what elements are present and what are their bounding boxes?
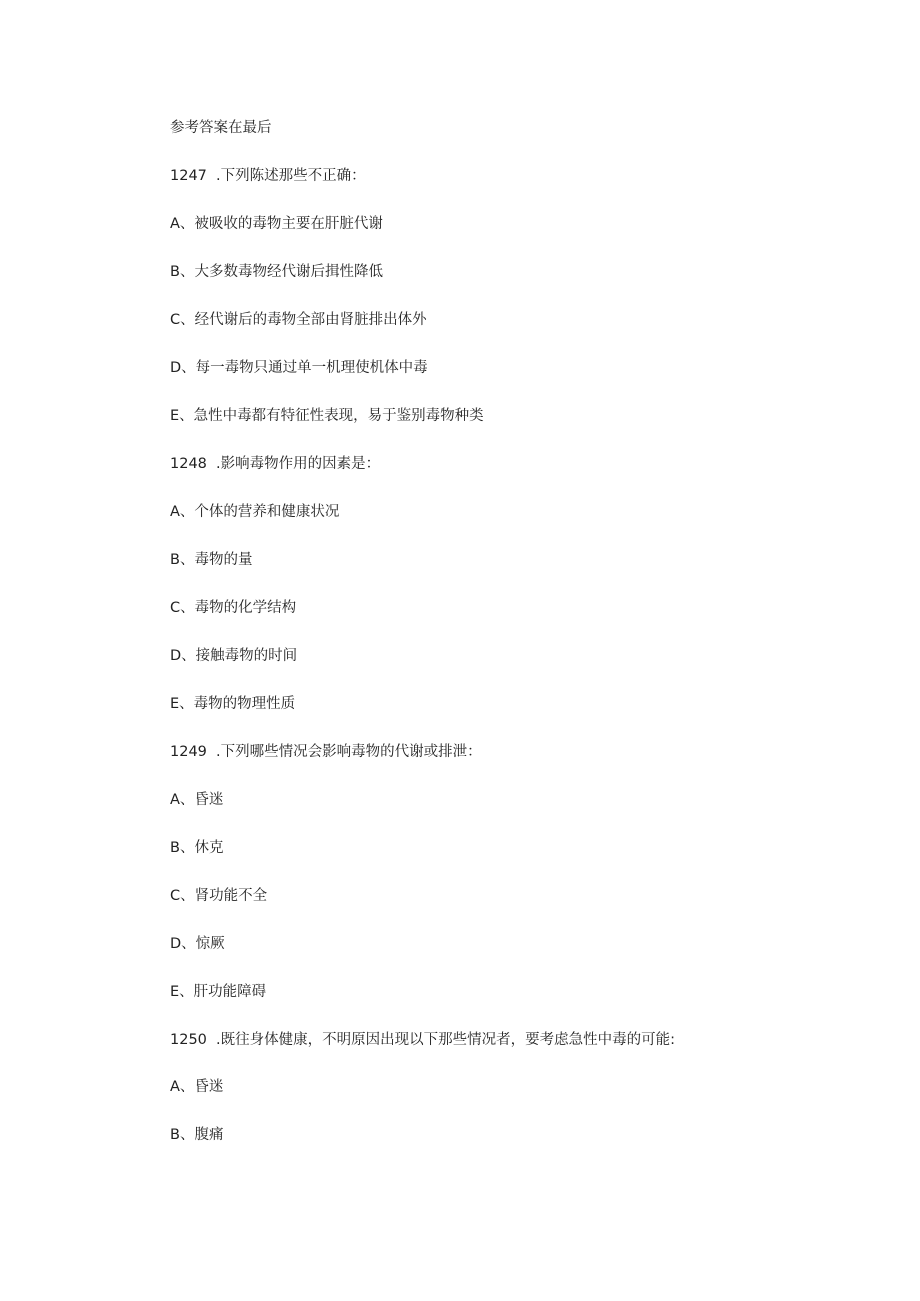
option-e: E、肝功能障碍: [170, 984, 267, 1000]
option-c: C、毒物的化学结构: [170, 600, 297, 616]
option-d: D、每一毒物只通过单一机理使机体中毒: [170, 360, 428, 376]
option-c: C、经代谢后的毒物全部由肾脏排出体外: [170, 312, 427, 328]
question-1250: [170, 1030, 675, 1050]
option-c: C、肾功能不全: [170, 888, 268, 904]
option-b: B、休克: [170, 840, 224, 856]
question-text: .影响毒物作用的因素是：: [216, 456, 381, 472]
question-text: .既往身体健康，不明原因出现以下那些情况者，要考虑急性中毒的可能:: [216, 1032, 675, 1048]
question-text: .下列哪些情况会影响毒物的代谢或排泄：: [216, 744, 482, 760]
option-e: E、毒物的物理性质: [170, 696, 296, 712]
option-a: A、被吸收的毒物主要在肝脏代谢: [170, 216, 383, 232]
question-number: 1247: [170, 168, 207, 184]
option-b: B、毒物的量: [170, 552, 253, 568]
question-1249: [170, 742, 482, 762]
option-d: D、接触毒物的时间: [170, 648, 298, 664]
question-number: 1250: [170, 1032, 207, 1048]
option-a: A、昏迷: [170, 792, 224, 808]
option-a: A、个体的营养和健康状况: [170, 504, 340, 520]
question-1248: [170, 454, 380, 474]
question-1247: [170, 166, 366, 186]
option-b: B、腹痛: [170, 1127, 224, 1143]
option-d: D、惊厥: [170, 936, 225, 952]
intro-note: 参考答案在最后: [170, 120, 272, 136]
option-e: E、急性中毒都有特征性表现，易于鉴别毒物种类: [170, 408, 484, 424]
option-a: A、昏迷: [170, 1079, 224, 1095]
option-b: B、大多数毒物经代谢后揖性降低: [170, 264, 383, 280]
question-number: 1248: [170, 456, 207, 472]
question-number: 1249: [170, 744, 207, 760]
question-text: .下列陈述那些不正确：: [216, 168, 366, 184]
